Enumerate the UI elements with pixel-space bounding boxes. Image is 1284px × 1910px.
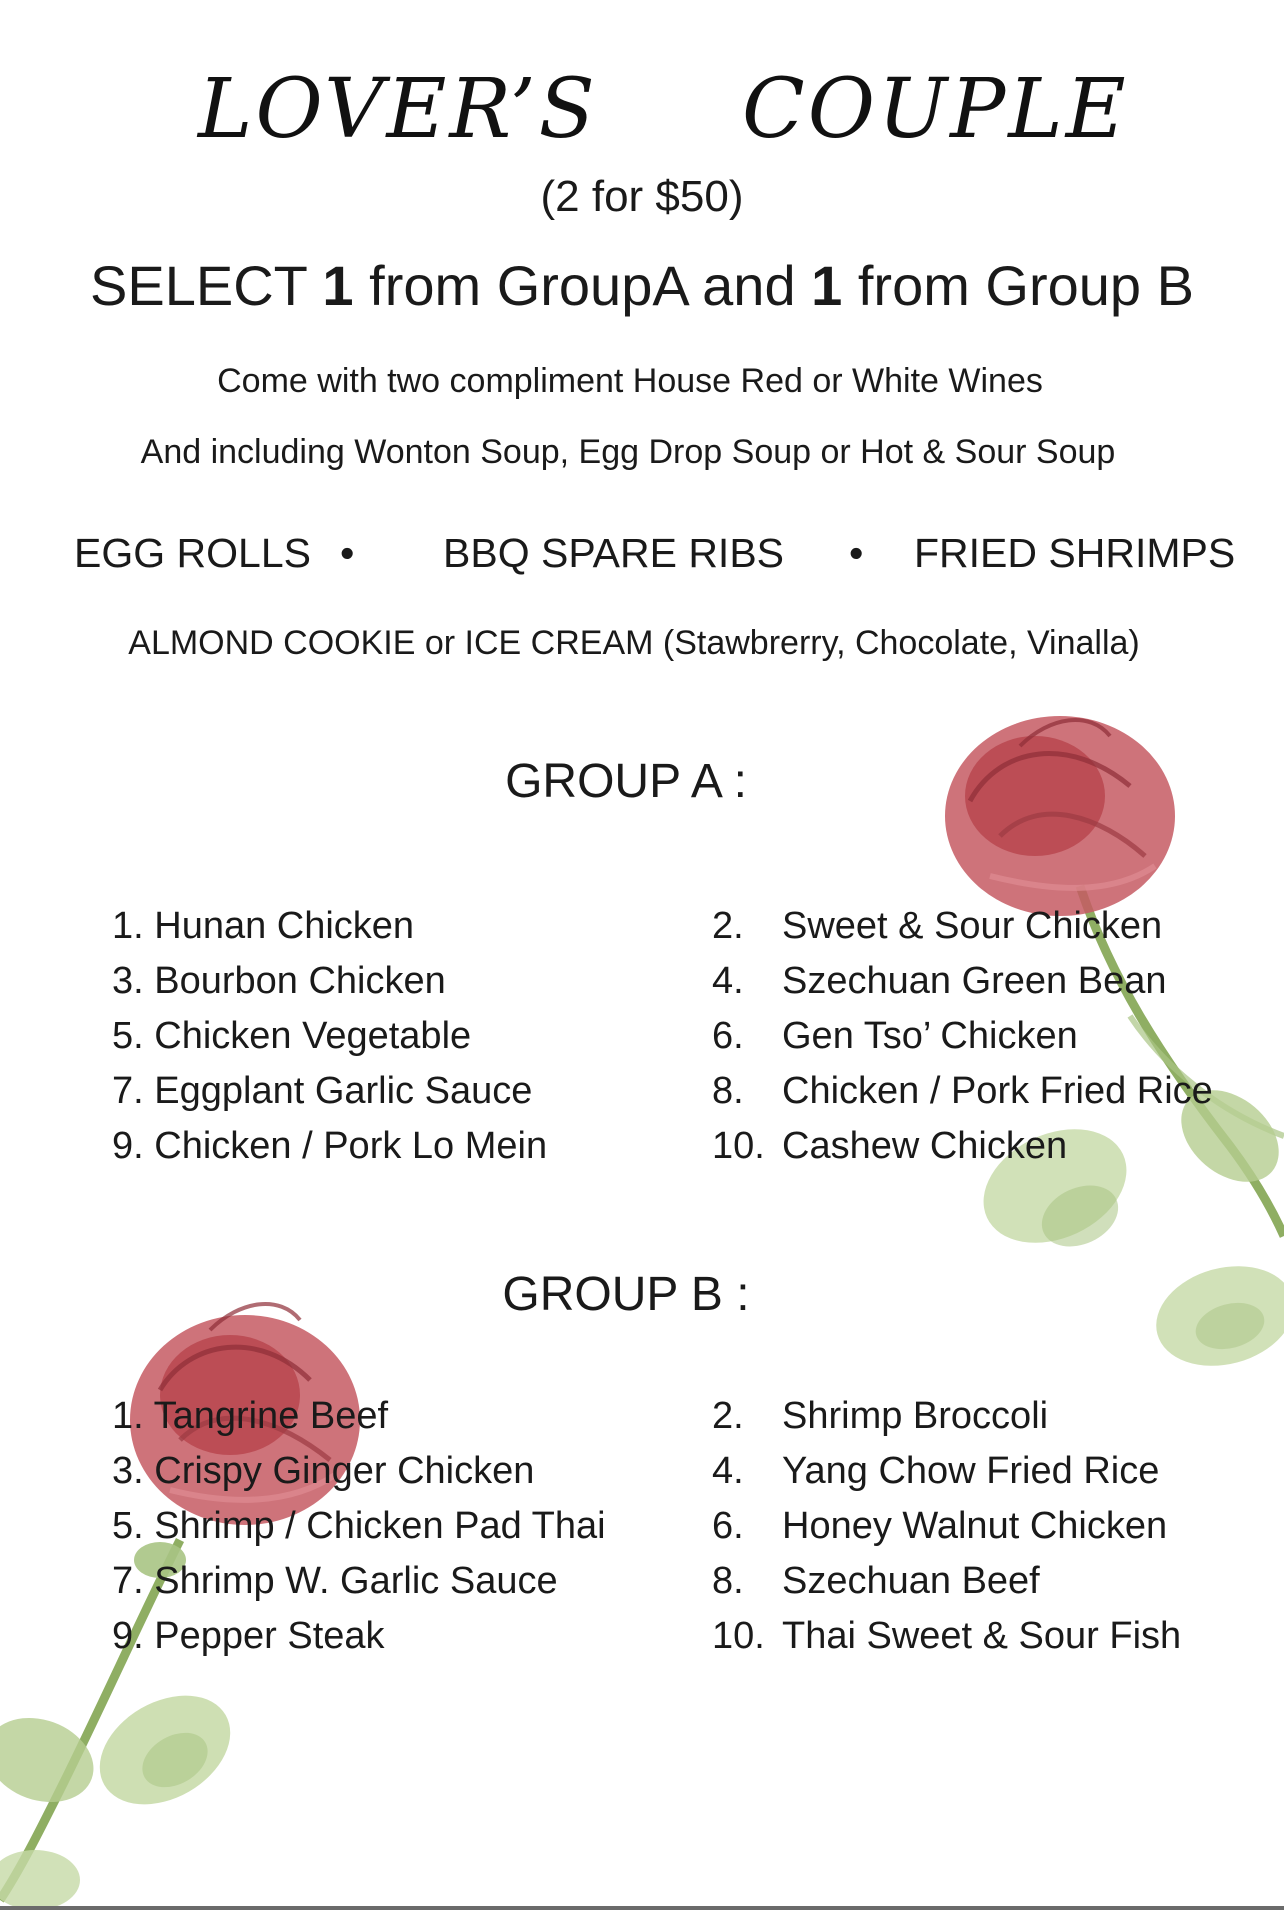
menu-title [0,62,1284,172]
group-a-list [112,905,1212,1180]
bullet-separator: • [849,530,864,576]
list-item: 7. Eggplant Garlic Sauce 8. Chicken / Pork Fried Rice [112,1070,1213,1112]
selection-instruction: SELECT 1 from GroupA and 1 from Group B [90,254,1194,317]
list-item: 9. Pepper Steak 10. Thai Sweet & Sour Fish [112,1615,1182,1657]
soup-note: And including Wonton Soup, Egg Drop Soup or Hot & Sour Soup [140,433,1116,471]
list-item: 5. Shrimp / Chicken Pad Thai 6. Honey Walnut Chicken [112,1505,1168,1547]
bottom-divider [0,1906,1284,1910]
bullet-separator: • [340,530,355,576]
group-b-list [112,1395,1212,1670]
group-b-title: GROUP B : [502,1268,750,1321]
list-item: 3. Crispy Ginger Chicken 4. Yang Chow Fried Rice [112,1450,1160,1492]
list-item: 1. Tangrine Beef 2. Shrimp Broccoli [112,1395,1049,1437]
group-a-title: GROUP A : [505,755,747,808]
appetizer-fried-shrimps: FRIED SHRIMPS [914,530,1236,576]
title-lovers: LOVER’S [198,62,598,157]
appetizer-egg-rolls: EGG ROLLS [74,530,311,576]
appetizer-line [0,530,1284,580]
list-item: 5. Chicken Vegetable 6. Gen Tso’ Chicken [112,1015,1078,1057]
list-item: 1. Hunan Chicken 2. Sweet & Sour Chicken [112,905,1163,947]
title-couple: COUPLE [742,62,1129,157]
wine-note: Come with two compliment House Red or White Wines [217,362,1043,400]
appetizer-bbq-ribs: BBQ SPARE RIBS [443,530,785,576]
list-item: 7. Shrimp W. Garlic Sauce 8. Szechuan Beef [112,1560,1040,1602]
list-item: 9. Chicken / Pork Lo Mein 10. Cashew Chicken [112,1125,1068,1167]
dessert-note: ALMOND COOKIE or ICE CREAM (Stawbrerry, Chocolate, Vinalla) [128,624,1140,662]
list-item: 3. Bourbon Chicken 4. Szechuan Green Bean [112,960,1167,1002]
price-label: (2 for $50) [540,172,744,221]
